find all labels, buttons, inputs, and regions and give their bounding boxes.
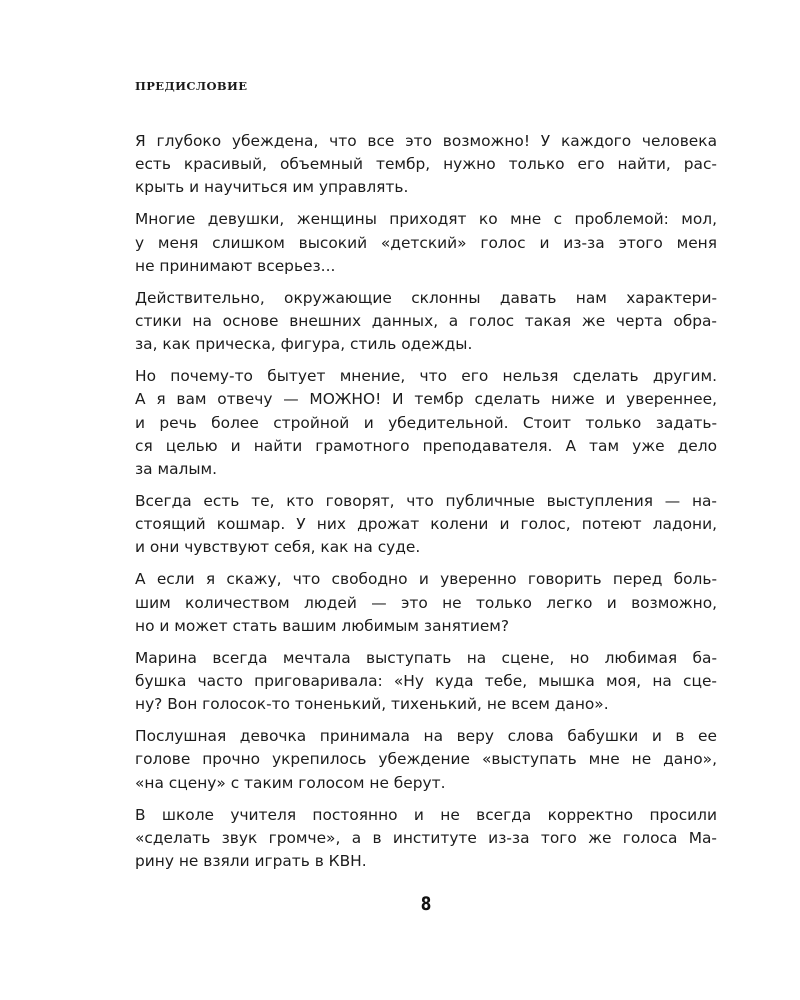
page-body xyxy=(135,130,717,882)
text-line: Но почему-то бытует мнение, что его нельзя сделать другим. xyxy=(135,367,717,386)
text-line: стоящий кошмар. У них дрожат колени и голос, потеют ладони, xyxy=(135,515,717,534)
paragraph xyxy=(135,287,717,357)
text-line: за, как прическа, фигура, стиль одежды. xyxy=(135,335,473,354)
paragraph xyxy=(135,647,717,717)
text-line: Марина всегда мечтала выступать на сцене, но любимая ба- xyxy=(135,648,717,667)
text-line: шим количеством людей — это не только легко и возможно, xyxy=(135,593,717,612)
text-line: ну? Вон голосок-то тоненький, тихенький, не всем дано». xyxy=(135,695,609,714)
text-line: Многие девушки, женщины приходят ко мне с проблемой: мол, xyxy=(135,210,717,229)
text-line: Я глубоко убеждена, что все это возможно! У каждого человека xyxy=(135,132,717,150)
text-line: бушка часто приговаривала: «Ну куда тебе, мышка моя, на сце- xyxy=(135,672,717,691)
paragraph xyxy=(135,725,717,795)
page-number: 8 xyxy=(420,893,432,915)
text-line: у меня слишком высокий «детский» голос и из-за этого меня xyxy=(135,233,717,252)
text-line: Всегда есть те, кто говорят, что публичные выступления — на- xyxy=(135,492,717,511)
text-line: Послушная девочка принимала на веру слова бабушки и в ее xyxy=(135,727,717,746)
paragraph xyxy=(135,365,717,481)
paragraph xyxy=(135,130,717,200)
text-line: ся целью и найти грамотного преподавателя. А там уже дело xyxy=(135,436,717,455)
running-header-title: ПРЕДИСЛОВИЕ xyxy=(135,79,248,93)
text-line: «на сцену» с таким голосом не берут. xyxy=(135,773,446,792)
paragraph xyxy=(135,804,717,874)
text-line: есть красивый, объемный тембр, нужно только его найти, рас- xyxy=(135,155,717,174)
text-line: и речь более стройной и убедительной. Стоит только задать- xyxy=(135,413,717,432)
paragraph xyxy=(135,568,717,638)
text-line: рину не взяли играть в КВН. xyxy=(135,852,367,871)
text-line: и они чувствуют себя, как на суде. xyxy=(135,538,421,557)
text-line: не принимают всерьез... xyxy=(135,256,336,275)
text-line: Действительно, окружающие склонны давать нам характери- xyxy=(135,288,717,307)
text-line: А я вам отвечу — МОЖНО! И тембр сделать ниже и увереннее, xyxy=(135,390,717,409)
text-line: за малым. xyxy=(135,460,218,479)
text-line: «сделать звук громче», а в институте из-за того же голоса Ма- xyxy=(135,828,717,847)
text-line: крыть и научиться им управлять. xyxy=(135,178,409,197)
text-line: В школе учителя постоянно и не всегда корректно просили xyxy=(135,805,717,824)
text-line: но и может стать вашим любимым занятием? xyxy=(135,616,510,635)
text-line: А если я скажу, что свободно и уверенно говорить перед боль- xyxy=(135,570,717,589)
paragraph xyxy=(135,490,717,560)
text-line: стики на основе внешних данных, а голос такая же черта обра- xyxy=(135,312,717,331)
text-line: голове прочно укрепилось убеждение «выступать мне не дано», xyxy=(135,750,717,769)
paragraph xyxy=(135,208,717,278)
